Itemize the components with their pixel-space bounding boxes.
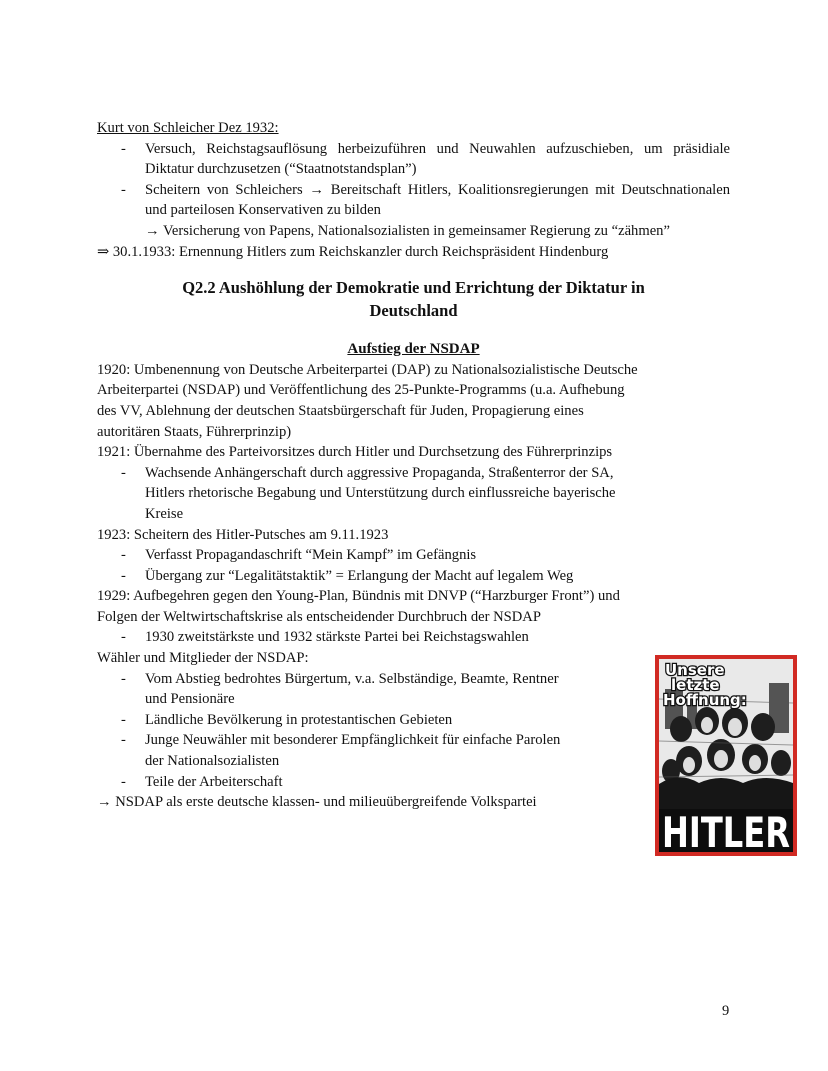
list-item-text: Versuch, Reichstagsauflösung herbeizuführen und Neuwahlen aufzuschieben, um präsidiale Diktatur durchzusetzen (“Staatnotstandsplan”)	[145, 140, 730, 178]
schleicher-list	[97, 139, 730, 221]
section-heading-schleicher: Kurt von Schleicher Dez 1932:	[97, 120, 279, 136]
list-item-line: Junge Neuwähler mit besonderer Empfänglichkeit für einfache Parolen	[145, 732, 561, 749]
list-item-text: Scheitern von Schleichers → Bereitschaft Hitlers, Koalitionsregierungen mit Deutschnationalen und parteilosen Konservativen zu bilden	[145, 181, 730, 219]
list-item: - Übergang zur “Legalitätstaktik” = Erlangung der Macht auf legalem Weg	[121, 567, 574, 584]
list-item-text: Übergang zur “Legalitätstaktik” = Erlangung der Macht auf legalem Weg	[145, 567, 574, 584]
list-item-text: Verfasst Propagandaschrift “Mein Kampf” im Gefängnis	[145, 547, 477, 564]
poster-line-1: Unsere	[665, 661, 725, 679]
paragraph-1921: 1921: Übernahme des Parteivorsitzes durch Hitler und Durchsetzung des Führerprinzips	[97, 444, 613, 461]
list-item: - Wachsende Anhängerschaft durch aggressive Propaganda, Straßenterror der SA, Hitlers rhetorische Begabung und Unterstützung durch einflussreiche bayerische Kreise	[97, 463, 730, 525]
paragraph-line: Arbeiterpartei (NSDAP) und Veröffentlichung des 25-Punkte-Programms (u.a. Aufhebung	[97, 382, 625, 399]
list-item-line: der Nationalsozialisten	[145, 753, 280, 770]
list-item: - 1930 zweitstärkste und 1932 stärkste Partei bei Reichstagswahlen	[121, 629, 529, 646]
paragraph-line: Folgen der Weltwirtschaftskrise als entscheidender Durchbruch der NSDAP	[97, 608, 541, 625]
poster-line-2: letzte	[671, 676, 720, 694]
paragraph-1923: 1923: Scheitern des Hitler-Putsches am 9.11.1923	[97, 526, 389, 543]
paragraph-line: des VV, Ablehnung der deutschen Staatsbürgerschaft für Juden, Propagierung eines	[97, 402, 584, 419]
list-item-line: Vom Abstieg bedrohtes Bürgertum, v.a. Selbständige, Beamte, Rentner	[145, 670, 559, 687]
list-item-line: Ländliche Bevölkerung in protestantischen Gebieten	[145, 711, 453, 728]
list-item: - Versuch, Reichstagsauflösung herbeizuführen und Neuwahlen aufzuschieben, um präsidiale Diktatur durchzusetzen (“Staatnotstandsplan”)	[121, 140, 730, 178]
list-item-line: Teile der Arbeiterschaft	[145, 773, 283, 790]
list-item: - Scheitern von Schleichers → Bereitschaft Hitlers, Koalitionsregierungen mit Deutschnationalen und parteilosen Konservativen zu bilden	[121, 181, 730, 219]
list-item-text: 1930 zweitstärkste und 1932 stärkste Partei bei Reichstagswahlen	[145, 629, 529, 646]
section-subtitle: Aufstieg der NSDAP	[347, 341, 480, 358]
list-item: - Vom Abstieg bedrohtes Bürgertum, v.a. Selbständige, Beamte, Rentner und Pensionäre	[97, 669, 690, 710]
chapter-title-line: Deutschland	[369, 301, 458, 321]
conclusion-volkspartei: → NSDAP als erste deutsche klassen- und milieuübergreifende Volkspartei	[97, 794, 537, 811]
list-item-line: Wachsende Anhängerschaft durch aggressive Propaganda, Straßenterror der SA,	[145, 464, 614, 481]
page-number: 9	[722, 1003, 730, 1019]
poster-artwork	[659, 659, 793, 857]
list-item-line: und Pensionäre	[145, 691, 235, 708]
poster-name: HITLER	[662, 808, 790, 857]
document-body	[97, 118, 730, 813]
poster-illustration	[659, 659, 793, 857]
list-item: - Teile der Arbeiterschaft	[97, 772, 690, 793]
voters-heading: Wähler und Mitglieder der NSDAP:	[97, 650, 309, 667]
conclusion-1933: ⇒ 30.1.1933: Ernennung Hitlers zum Reichskanzler durch Reichspräsident Hindenburg	[97, 243, 609, 260]
list-item-line: Hitlers rhetorische Begabung und Unterstützung durch einflussreiche bayerische	[145, 485, 616, 502]
paragraph-line: 1920: Umbenennung von Deutsche Arbeiterpartei (DAP) zu Nationalsozialistische Deutsche	[97, 361, 638, 378]
list-item: - Ländliche Bevölkerung in protestantischen Gebieten	[97, 710, 690, 731]
paragraph-line: autoritären Staats, Führerprinzip)	[97, 423, 292, 440]
list-item-line: Kreise	[145, 505, 184, 522]
election-poster-image	[655, 655, 797, 856]
chapter-title	[97, 276, 730, 322]
chapter-title-line: Q2.2 Aushöhlung der Demokratie und Errichtung der Diktatur in	[182, 278, 645, 298]
list-item: - Junge Neuwähler mit besonderer Empfänglichkeit für einfache Parolen der Nationalsozialisten	[97, 730, 690, 771]
sub-point-papen: → Versicherung von Papens, Nationalsozialisten in gemeinsamer Regierung zu “zähmen”	[145, 222, 670, 239]
list-item: - Verfasst Propagandaschrift “Mein Kampf” im Gefängnis	[121, 547, 477, 564]
paragraph-line: 1929: Aufbegehren gegen den Young-Plan, Bündnis mit DNVP (“Harzburger Front”) und	[97, 588, 620, 605]
poster-line-3: Hoffnung:	[663, 691, 747, 709]
